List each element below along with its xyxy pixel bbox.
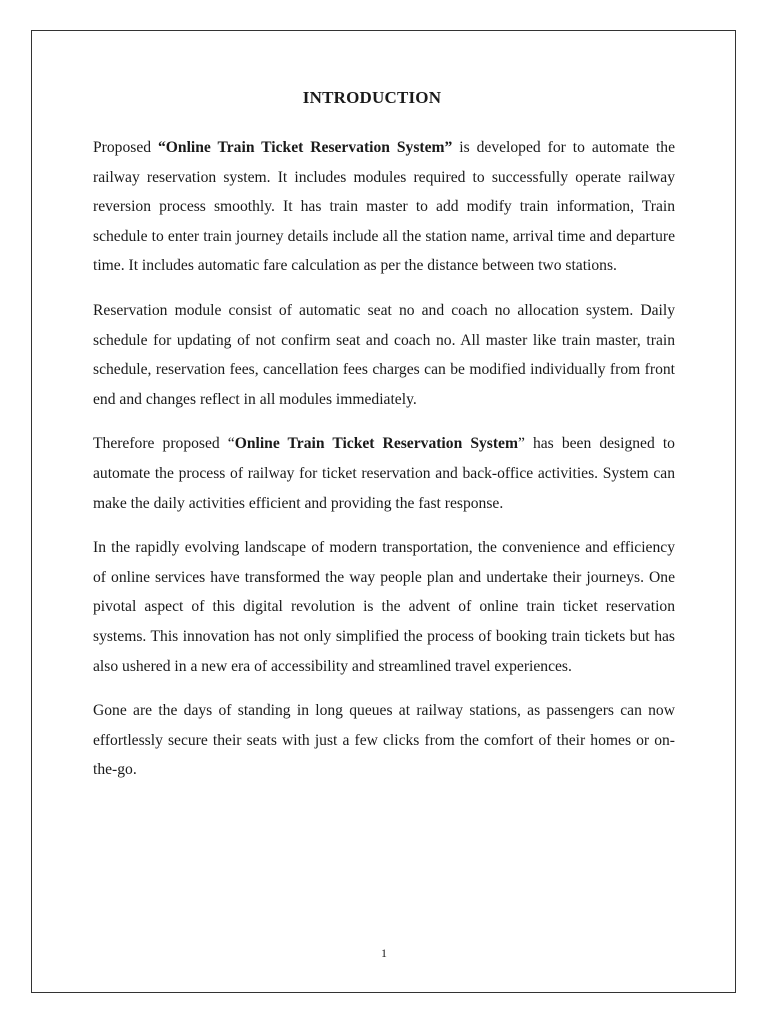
paragraph-1-lead: Proposed [93, 139, 158, 156]
paragraph-3-lead: Therefore proposed “ [93, 435, 235, 453]
paragraph-1-rest: is developed for to automate the railway reservation system. It includes modules required to successfully operate railway reversion process smoothly. It has train master to add modify train information, Train schedule to enter train journey details include all the station name, arrival time and departure time. It includes automatic fare calculation as per the distance between two stations. [93, 139, 675, 275]
paragraph-3-system-name: Online Train Ticket Reservation System [234, 435, 518, 453]
page-number: 1 [381, 946, 387, 960]
paragraph-1 [93, 133, 675, 281]
paragraph-4: In the rapidly evolving landscape of modern transportation, the convenience and efficiency of online services have transformed the way people plan and undertake their journeys. One pivotal aspect of this digital revolution is the advent of online train ticket reservation systems. This innovation has not only simplified the process of booking train tickets but has also ushered in a new era of accessibility and streamlined travel experiences. [93, 539, 675, 675]
page-title: INTRODUCTION [302, 88, 442, 107]
paragraph-2: Reservation module consist of automatic seat no and coach no allocation system. Daily schedule for updating of not confirm seat and coach no. All master like train master, train schedule, reservation fees, cancellation fees charges can be modified individually from front end and changes reflect in all modules immediately. [93, 301, 675, 408]
paragraph-5: Gone are the days of standing in long queues at railway stations, as passengers can now effortlessly secure their seats with just a few clicks from the comfort of their homes or on-the-go. [93, 702, 675, 779]
paragraph-1-system-name: “Online Train Ticket Reservation System” [158, 139, 453, 156]
paragraph-3 [93, 429, 675, 518]
document-body [93, 133, 675, 800]
paragraph-3-rest: ” has been designed to automate the process of railway for ticket reservation and back-office activities. System can make the daily activities efficient and providing the fast response. [93, 435, 675, 512]
